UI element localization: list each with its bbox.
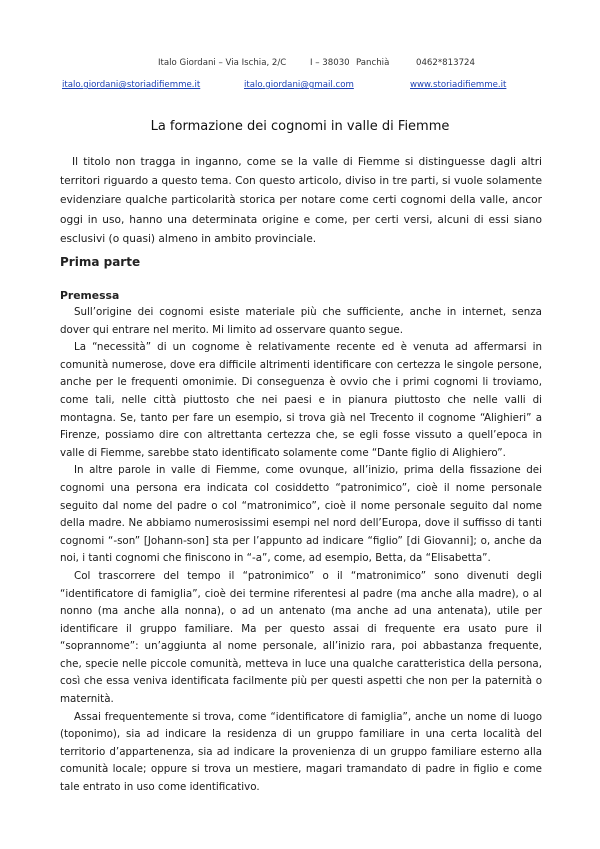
body-paragraph-2: La “necessità” di un cognome è relativamente recente ed è venuta ad affermarsi in comunità numerose, dove era difficile altrimenti identificare con certezza le singole persone, anche per le frequenti omonimie. Di conseguenza è ovvio che i primi cognomi li troviamo, come tali, nelle città piuttosto che nei paesi e in pianura piuttosto che nelle valli di montagna. Se, tanto per fare un esempio, si trova già nel Trecento il cognome “Alighieri” a Firenze, possiamo dire con altrettanta certezza che, se egli fosse vissuto a quell’epoca in valle di Fiemme, sarebbe stato identificato solamente come “Dante figlio di Alighiero”. xyxy=(60,341,542,459)
body-paragraph-4: Col trascorrere del tempo il “patronimico” o il “matronimico” sono divenuti degli “identificatore di famiglia”, cioè dei termine riferentesi al padre (ma anche alla madre), o al nonno (ma anche alla nonna), o ad un antenato (ma anche ad una antenata), utile per identificare il gruppo familiare. Ma per questo assai di frequente era usato pure il “soprannome”: un’aggiunta al nome personale, all’inizio rara, poi abbastanza frequente, che, specie nelle piccole comunità, metteva in luce una qualche caratteristica della persona, così che essa veniva identificata facilmente più per questi aspetti che non per la paternità o maternità. xyxy=(60,569,542,706)
intro-paragraph: Il titolo non tragga in inganno, come se la valle di Fiemme si distinguesse dagli altri territori riguardo a questo tema. Con questo articolo, diviso in tre parti, si vuole solamente evidenziare qualche particolarità storica per notare come certi cognomi della valle, ancor oggi in uso, hanno una determinata origine e come, per certi versi, alcuni di essi siano esclusivi (o quasi) almeno in ambito provinciale. xyxy=(60,156,542,245)
intro-block xyxy=(60,153,542,249)
header-postal-code: I – 38030 xyxy=(310,58,350,68)
header-town: Panchià xyxy=(356,58,390,68)
section-body xyxy=(60,304,542,797)
section-heading: Premessa xyxy=(60,289,120,302)
body-paragraph-3: In altre parole in valle di Fiemme, come ovunque, all’inizio, prima della fissazione dei cognomi una persona era indicata col cosiddetto “patronimico”, cioè il nome personale seguito dal nome del padre o col “matronimico”, cioè il nome personale seguito dal nome della madre. Ne abbiamo numerosissimi esempi nel nord dell’Europa, dove il suffisso di tanti cognomi “-son” [Johann-son] sta per l’appunto ad indicare “figlio” [di Giovanni]; o, anche da noi, i tanti cognomi che finiscono in “-a”, come, ad esempio, Betta, da “Elisabetta”. xyxy=(60,464,542,565)
document-title: La formazione dei cognomi in valle di Fiemme xyxy=(150,119,450,134)
website-link[interactable]: www.storiadifiemme.it xyxy=(410,80,507,90)
body-paragraph-5: Assai frequentemente si trova, come “identificatore di famiglia”, anche un nome di luogo (toponimo), sia ad indicare la residenza di un gruppo familiare in una certa località del territorio d’appartenenza, sia ad indicare la provenienza di un gruppo familiare esterno alla comunità locale; oppure si trova un mestiere, magari tramandato di padre in figlio e come tale entrato in uso come identificativo. xyxy=(60,710,542,794)
part-heading: Prima parte xyxy=(60,255,141,269)
email-link-storiadifiemme[interactable]: italo.giordani@storiadifiemme.it xyxy=(62,80,201,90)
body-paragraph-1: Sull’origine dei cognomi esiste materiale più che sufficiente, anche in internet, senza dover qui entrare nel merito. Mi limito ad osservare quanto segue. xyxy=(60,306,542,336)
header-name-address: Italo Giordani – Via Ischia, 2/C xyxy=(158,58,287,68)
email-link-gmail[interactable]: italo.giordani@gmail.com xyxy=(244,80,354,90)
header-phone: 0462*813724 xyxy=(416,58,475,68)
